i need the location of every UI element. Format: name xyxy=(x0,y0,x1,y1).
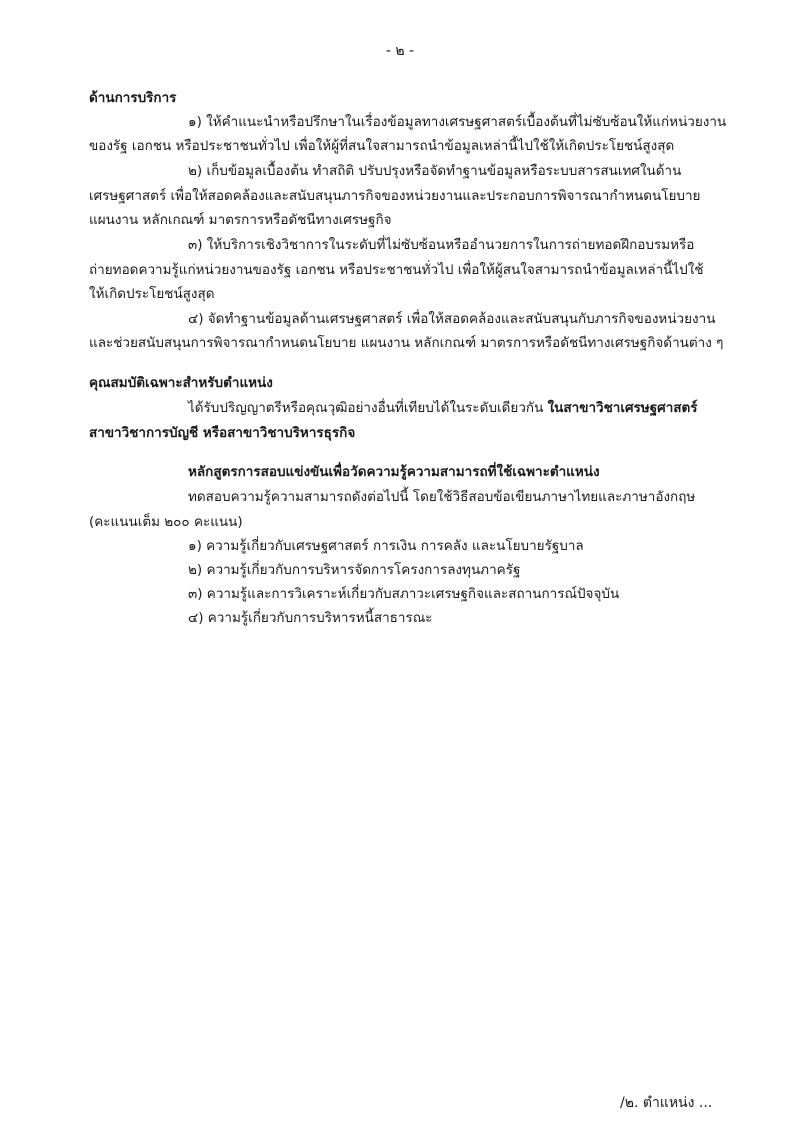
exam-intro-line-1: ทดสอบความรู้ความสามารถดังต่อไปนี้ โดยใช้วิธีสอบข้อเขียนภาษาไทยและภาษาอังกฤษ xyxy=(188,489,696,505)
exam-item-3: ๓) ความรู้และการวิเคราะห์เกี่ยวกับสภาวะเศรษฐกิจและสถานการณ์ปัจจุบัน xyxy=(188,586,620,602)
service-item-3-line-1: ๓) ให้บริการเชิงวิชาการในระดับที่ไม่ซับซ้อนหรืออำนวยการในการถ่ายทอดฝึกอบรมหรือ xyxy=(188,237,695,253)
qualification-line-2: สาขาวิชาการบัญชี หรือสาขาวิชาบริหารธุรกิจ xyxy=(89,425,356,441)
service-item-1-line-1: ๑) ให้คำแนะนำหรือปรึกษาในเรื่องข้อมูลทางเศรษฐศาสตร์เบื้องต้นที่ไม่ซับซ้อนให้แก่หน่วยงาน xyxy=(188,114,727,130)
service-item-2-line-3: แผนงาน หลักเกณฑ์ มาตรการหรือดัชนีทางเศรษฐกิจ xyxy=(89,212,392,228)
qualification-text: ได้รับปริญญาตรีหรือคุณวุฒิอย่างอื่นที่เทียบได้ในระดับเดียวกัน xyxy=(188,400,548,416)
continuation-footer: /๒. ตำแหน่ง ... xyxy=(620,1095,713,1111)
service-item-2-line-1: ๒) เก็บข้อมูลเบื้องต้น ทำสถิติ ปรับปรุงหรือจัดทำฐานข้อมูลหรือระบบสารสนเทศในด้าน xyxy=(188,163,682,179)
exam-item-4: ๔) ความรู้เกี่ยวกับการบริหารหนี้สาธารณะ xyxy=(188,610,433,626)
exam-item-2: ๒) ความรู้เกี่ยวกับการบริหารจัดการโครงการลงทุนภาครัฐ xyxy=(188,562,521,578)
exam-item-1: ๑) ความรู้เกี่ยวกับเศรษฐศาสตร์ การเงิน การคลัง และนโยบายรัฐบาล xyxy=(188,538,584,554)
service-item-1-line-2: ของรัฐ เอกชน หรือประชาชนทั่วไป เพื่อให้ผู้ที่สนใจสามารถนำข้อมูลเหล่านี้ไปใช้ให้เกิดประโยชน์สูงสุด xyxy=(89,138,675,154)
service-item-4-line-2: และช่วยสนับสนุนการพิจารณากำหนดนโยบาย แผนงาน หลักเกณฑ์ มาตรการหรือดัชนีทางเศรษฐกิจด้านต่าง ๆ xyxy=(89,335,724,351)
page-number: - ๒ - xyxy=(385,43,415,59)
service-item-4-line-1: ๔) จัดทำฐานข้อมูลด้านเศรษฐศาสตร์ เพื่อให้สอดคล้องและสนับสนุนกับภารกิจของหน่วยงาน xyxy=(188,311,716,327)
service-item-3-line-2: ถ่ายทอดความรู้แก่หน่วยงานของรัฐ เอกชน หรือประชาชนทั่วไป เพื่อให้ผู้สนใจสามารถนำข้อมูลเหล่านี้ไปใช้ xyxy=(89,262,704,278)
service-item-3-line-3: ให้เกิดประโยชน์สูงสุด xyxy=(89,286,215,302)
qualification-heading: คุณสมบัติเฉพาะสำหรับตำแหน่ง xyxy=(89,375,273,391)
service-item-2-line-2: เศรษฐศาสตร์ เพื่อให้สอดคล้องและสนับสนุนภารกิจของหน่วยงานและประกอบการพิจารณากำหนดนโยบาย xyxy=(89,188,701,204)
exam-heading: หลักสูตรการสอบแข่งขันเพื่อวัดความรู้ความสามารถที่ใช้เฉพาะตำแหน่ง xyxy=(188,464,600,480)
qualification-major-economics: ในสาขาวิชาเศรษฐศาสตร์ xyxy=(547,400,698,416)
exam-intro-line-2: (คะแนนเต็ม ๒๐๐ คะแนน) xyxy=(89,514,243,530)
service-heading: ด้านการบริการ xyxy=(89,90,177,106)
qualification-line-1 xyxy=(188,397,698,419)
